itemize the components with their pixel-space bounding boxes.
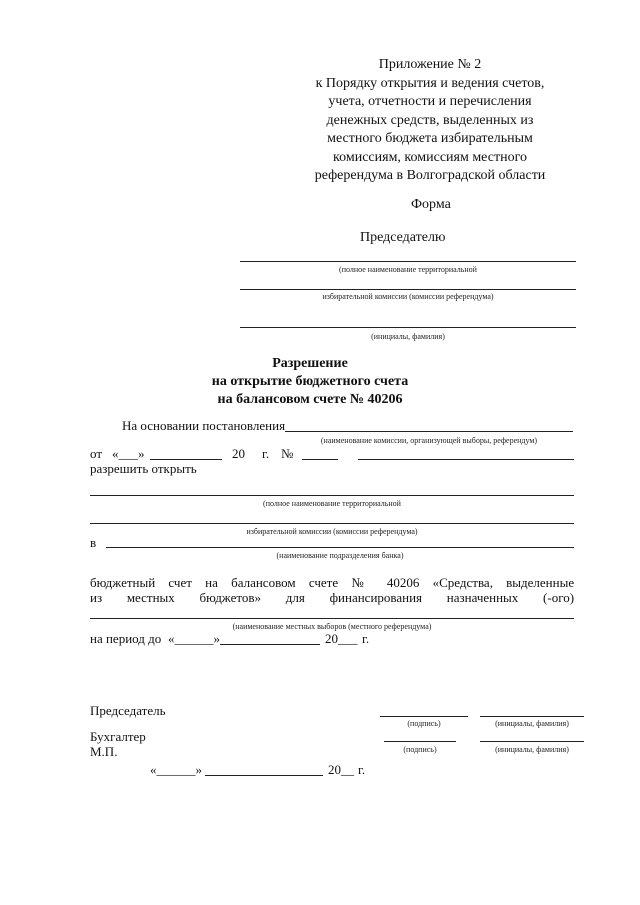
accountant-label: Бухгалтер bbox=[90, 729, 146, 744]
account-word: балансовом bbox=[231, 575, 296, 590]
stamp-label: М.П. bbox=[90, 744, 118, 759]
date-month-line bbox=[205, 775, 323, 776]
account-word: назначенных bbox=[446, 590, 519, 605]
period-year: 20___ bbox=[325, 631, 358, 646]
chairman-initials-line bbox=[480, 716, 584, 717]
commission-caption-2: избирательной комиссии (комиссии референдума) bbox=[246, 527, 418, 536]
appendix-line: референдума в Волгоградской области bbox=[314, 168, 546, 183]
commission-line-2 bbox=[90, 523, 574, 524]
account-word: финансирования bbox=[329, 590, 423, 605]
accountant-sign-line bbox=[384, 741, 456, 742]
month-line bbox=[150, 459, 222, 460]
date-day: «______» bbox=[150, 762, 202, 777]
accountant-initials-caption: (инициалы, фамилия) bbox=[495, 745, 569, 754]
basis-line bbox=[285, 431, 573, 432]
chairman-initials-caption: (инициалы, фамилия) bbox=[495, 719, 569, 728]
resolution-line bbox=[358, 459, 574, 460]
bank-line bbox=[106, 547, 574, 548]
period-month-line bbox=[220, 644, 320, 645]
period-g: г. bbox=[362, 631, 370, 646]
account-word: для bbox=[285, 590, 305, 605]
number-sign: № bbox=[281, 446, 294, 461]
appendix-line: Приложение № 2 bbox=[378, 57, 482, 72]
account-word: на bbox=[205, 575, 218, 590]
addressee-caption-2: избирательной комиссии (комиссии референдума) bbox=[322, 292, 494, 301]
appendix-line: денежных средств, выделенных из bbox=[326, 112, 534, 128]
account-word: 40206 bbox=[386, 575, 420, 590]
date-year: 20__ bbox=[328, 762, 354, 777]
account-word: местных bbox=[126, 590, 175, 605]
appendix-line: местного бюджета избирательным bbox=[327, 131, 533, 146]
addressee-line-2 bbox=[240, 289, 576, 290]
account-word: счет bbox=[168, 575, 192, 590]
document-title bbox=[180, 355, 440, 409]
title-line: на открытие бюджетного счета bbox=[211, 374, 409, 389]
period-label: на период до bbox=[90, 631, 162, 646]
account-word: бюджетов» bbox=[199, 590, 262, 605]
chairman-label: Председатель bbox=[90, 703, 166, 718]
commission-line-1 bbox=[90, 495, 574, 496]
elections-line bbox=[90, 618, 574, 619]
account-word: из bbox=[90, 590, 103, 605]
addressee-line-3 bbox=[240, 327, 576, 328]
permit-label: разрешить открыть bbox=[90, 461, 197, 476]
commission-caption-1: (полное наименование территориальной bbox=[263, 499, 401, 508]
day-field: «___» bbox=[112, 446, 145, 461]
date-g: г. bbox=[358, 762, 366, 777]
year-prefix: 20 bbox=[232, 446, 245, 461]
addressee-caption-3: (инициалы, фамилия) bbox=[371, 332, 445, 341]
appendix-line: комиссиям, комиссиям местного bbox=[333, 149, 527, 165]
addressee-line-1 bbox=[240, 261, 576, 262]
accountant-sign-caption: (подпись) bbox=[403, 745, 437, 754]
form-label: Форма bbox=[411, 197, 451, 212]
in-label: в bbox=[90, 535, 97, 550]
appendix-block bbox=[300, 56, 560, 186]
accountant-initials-line bbox=[480, 741, 584, 742]
account-word: выделенные bbox=[506, 575, 575, 590]
account-word: № bbox=[351, 575, 374, 590]
account-word: бюджетный bbox=[90, 575, 156, 590]
appendix-line: учета, отчетности и перечисления bbox=[328, 94, 532, 109]
title-line: на балансовом счете № 40206 bbox=[217, 392, 403, 407]
title-line: Разрешение bbox=[272, 356, 348, 371]
account-line-1 bbox=[90, 575, 574, 591]
basis-label: На основании постановления bbox=[122, 418, 286, 433]
account-word: «Средства, bbox=[432, 575, 493, 590]
period-day: «______» bbox=[168, 631, 220, 646]
year-suffix: г. bbox=[262, 446, 270, 461]
elections-caption: (наименование местных выборов (местного референдума) bbox=[232, 622, 432, 631]
basis-caption: (наименование комиссии, организующей выборы, референдум) bbox=[320, 436, 538, 445]
chairman-sign-line bbox=[380, 716, 468, 717]
bank-caption: (наименование подразделения банка) bbox=[276, 551, 404, 560]
number-line bbox=[302, 459, 338, 460]
chairman-sign-caption: (подпись) bbox=[407, 719, 441, 728]
account-word: (-ого) bbox=[543, 590, 575, 605]
account-line-2 bbox=[90, 590, 574, 606]
addressee-caption-1: (полное наименование территориальной bbox=[339, 265, 477, 274]
addressee-to: Председателю bbox=[360, 230, 446, 245]
from-label: от bbox=[90, 446, 103, 461]
appendix-line: к Порядку открытия и ведения счетов, bbox=[315, 75, 545, 91]
account-word: счете bbox=[308, 575, 339, 590]
